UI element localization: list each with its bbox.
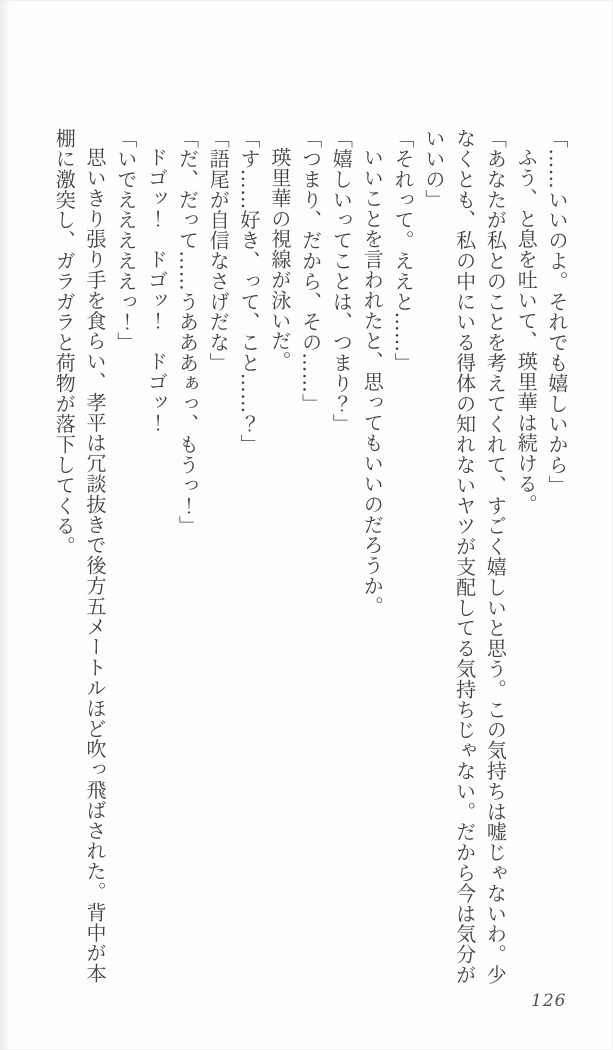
- text-column-10: 瑛里華の視線が泳いだ。: [267, 147, 292, 372]
- text-column-1: 「……いいのよ。それでも嬉しいから」: [545, 128, 569, 496]
- text-column-3: 「あなたが私とのことを考えてくれて、すごく嬉しいと思う。この気持ちは嘘じゃないわ。少: [483, 128, 508, 985]
- text-column-8: 「嬉しいってことは、つまり？」: [329, 128, 354, 434]
- text-column-7: いいことを言われたと、思ってもいいのだろうか。: [360, 147, 385, 617]
- text-column-4: なくとも、私の中にいる得体の知れないヤツが支配してる気持ちじゃない。だから今は気分が: [452, 128, 477, 985]
- text-column-13: 「だ、だって……うあああぁっ、もうっ！」: [175, 128, 200, 536]
- text-column-15: 「いでえええええっ！」: [113, 128, 138, 353]
- text-column-6: 「それって。ええと……」: [391, 128, 416, 373]
- text-column-17: 棚に激突し、ガラガラと荷物が落下してくる。: [52, 128, 77, 557]
- text-column-2: ふう、と息を吐いて、瑛里華は続ける。: [514, 147, 539, 515]
- text-column-9: 「つまり、だから、その……」: [298, 128, 323, 414]
- novel-text-block: [48, 128, 572, 985]
- text-column-5: いいの」: [421, 128, 446, 210]
- scan-edge-shadow: [0, 0, 10, 1050]
- text-column-14: ドゴッ！ ドゴッ！ ドゴッ！: [144, 147, 169, 433]
- text-column-11: 「す……好き、って、こと……？」: [237, 128, 262, 455]
- text-column-12: 「語尾が自信なさげだな」: [206, 128, 231, 373]
- page-number: 126: [531, 991, 567, 1011]
- text-column-16: 思いきり張り手を食らい、孝平は冗談抜きで後方五メートルほど吹っ飛ばされた。背中が本: [83, 147, 108, 984]
